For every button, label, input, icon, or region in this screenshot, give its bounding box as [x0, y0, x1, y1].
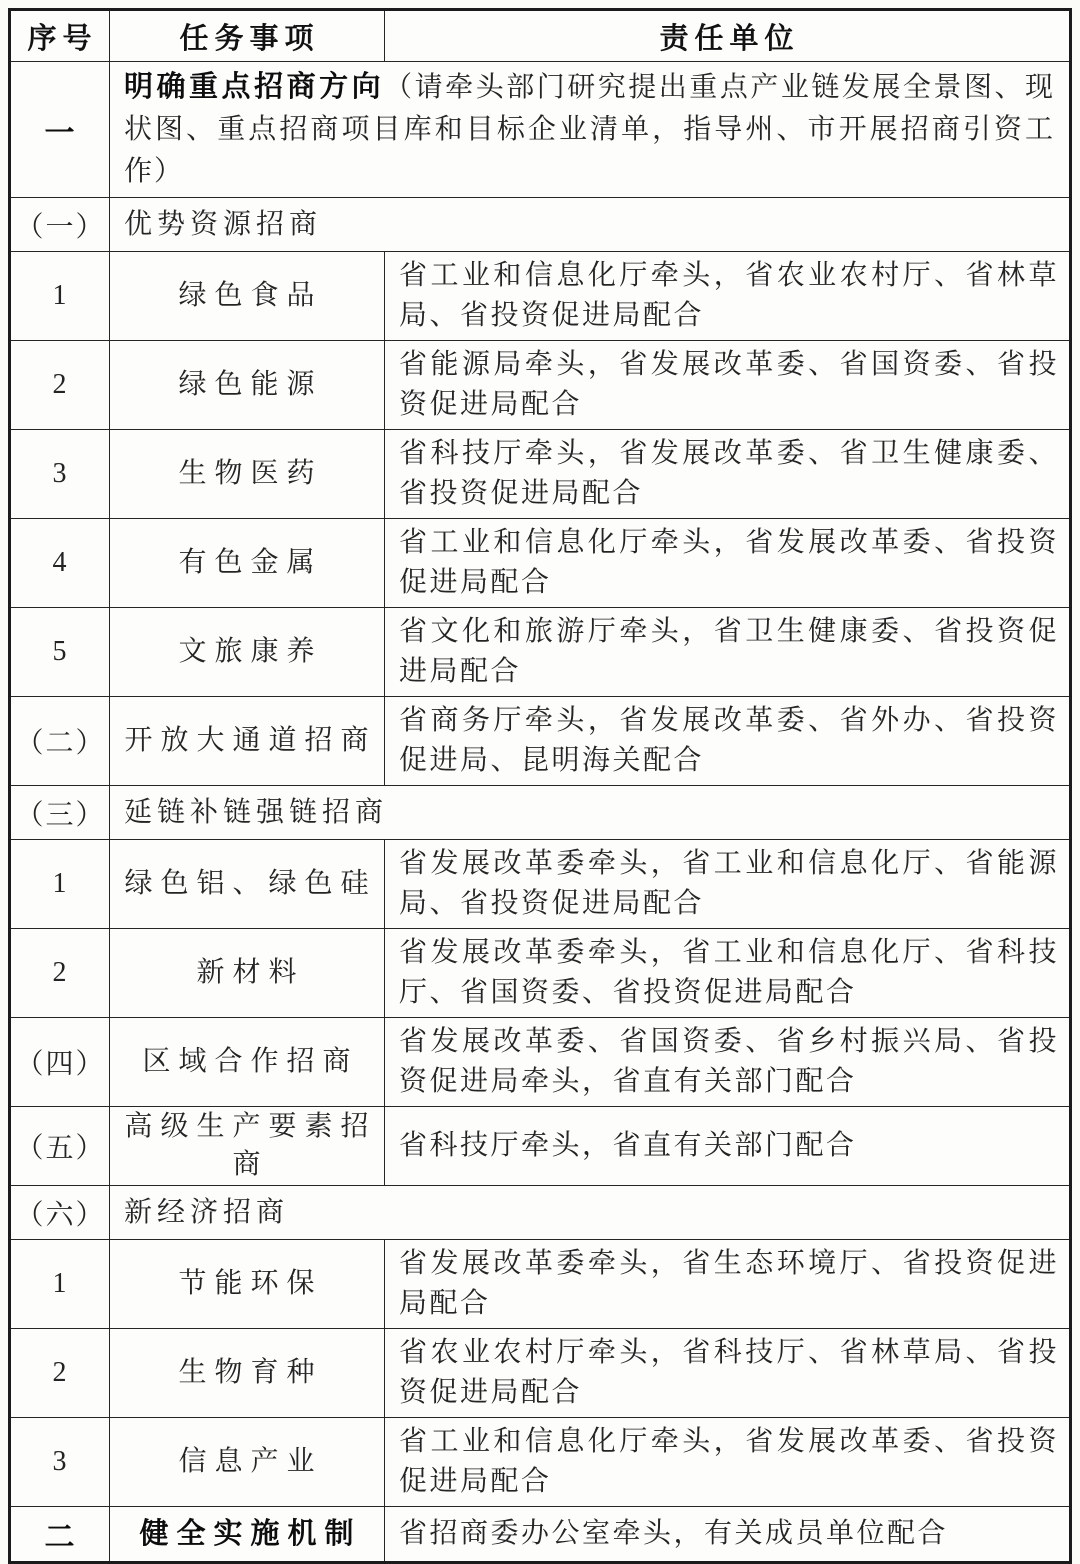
table-row — [10, 341, 1071, 430]
task-cell: 信息产业 — [110, 1418, 385, 1507]
task-assignment-table — [8, 8, 1072, 1564]
table-row-subsection — [10, 1018, 1071, 1107]
responsibility-cell: 省商务厅牵头，省发展改革委、省外办、省投资促进局、昆明海关配合 — [385, 697, 1071, 786]
responsibility-cell: 省招商委办公室牵头，有关成员单位配合 — [385, 1507, 1071, 1563]
responsibility-cell: 省工业和信息化厅牵头，省发展改革委、省投资促进局配合 — [385, 519, 1071, 608]
task-cell: 高级生产要素招商 — [110, 1107, 385, 1186]
task-cell: 生物育种 — [110, 1329, 385, 1418]
task-cell: 节能环保 — [110, 1240, 385, 1329]
responsibility-cell: 省能源局牵头，省发展改革委、省国资委、省投资促进局配合 — [385, 341, 1071, 430]
row-number-cell: 2 — [10, 341, 110, 430]
row-number-cell: （二） — [10, 697, 110, 786]
table-row-subsection — [10, 1107, 1071, 1186]
merged-task-cell: 延链补链强链招商 — [110, 786, 1071, 840]
task-cell: 新材料 — [110, 929, 385, 1018]
row-number-cell: 二 — [10, 1507, 110, 1563]
table-row — [10, 929, 1071, 1018]
merged-task-cell: 优势资源招商 — [110, 198, 1071, 252]
header-serial-number: 序号 — [10, 10, 110, 62]
responsibility-cell: 省工业和信息化厅牵头，省发展改革委、省投资促进局配合 — [385, 1418, 1071, 1507]
table-row-subsection — [10, 1186, 1071, 1240]
section-note: （请牵头部门研究提出重点产业链发展全景图、现状图、重点招商项目库和目标企业清单，指导州、市开展招商引资工作） — [124, 72, 1055, 187]
responsibility-cell: 省科技厅牵头，省发展改革委、省卫生健康委、省投资促进局配合 — [385, 430, 1071, 519]
merged-task-cell — [110, 62, 1071, 198]
header-row — [10, 10, 1071, 62]
task-cell: 健全实施机制 — [110, 1507, 385, 1563]
task-cell: 开放大通道招商 — [110, 697, 385, 786]
table-row — [10, 519, 1071, 608]
table-row-subsection — [10, 697, 1071, 786]
table-row — [10, 840, 1071, 929]
task-cell: 生物医药 — [110, 430, 385, 519]
table-row — [10, 252, 1071, 341]
responsibility-cell: 省发展改革委牵头，省工业和信息化厅、省科技厅、省国资委、省投资促进局配合 — [385, 929, 1071, 1018]
table-row — [10, 430, 1071, 519]
row-number-cell: 一 — [10, 62, 110, 198]
table-row — [10, 1240, 1071, 1329]
row-number-cell: 5 — [10, 608, 110, 697]
table-row — [10, 1418, 1071, 1507]
table-row — [10, 608, 1071, 697]
responsibility-cell: 省工业和信息化厅牵头，省农业农村厅、省林草局、省投资促进局配合 — [385, 252, 1071, 341]
responsibility-cell: 省农业农村厅牵头，省科技厅、省林草局、省投资促进局配合 — [385, 1329, 1071, 1418]
row-number-cell: （三） — [10, 786, 110, 840]
row-number-cell: （五） — [10, 1107, 110, 1186]
table-row-section-1 — [10, 62, 1071, 198]
header-task-item: 任务事项 — [110, 10, 385, 62]
responsibility-cell: 省文化和旅游厅牵头，省卫生健康委、省投资促进局配合 — [385, 608, 1071, 697]
task-cell: 文旅康养 — [110, 608, 385, 697]
task-cell: 绿色铝、绿色硅 — [110, 840, 385, 929]
task-cell: 有色金属 — [110, 519, 385, 608]
table-row-section-2 — [10, 1507, 1071, 1563]
task-cell: 绿色能源 — [110, 341, 385, 430]
row-number-cell: （一） — [10, 198, 110, 252]
responsibility-cell: 省发展改革委牵头，省生态环境厅、省投资促进局配合 — [385, 1240, 1071, 1329]
row-number-cell: 3 — [10, 430, 110, 519]
section-title: 明确重点招商方向 — [124, 71, 385, 103]
row-number-cell: 4 — [10, 519, 110, 608]
task-cell: 区域合作招商 — [110, 1018, 385, 1107]
responsibility-cell: 省发展改革委、省国资委、省乡村振兴局、省投资促进局牵头，省直有关部门配合 — [385, 1018, 1071, 1107]
row-number-cell: 1 — [10, 1240, 110, 1329]
table-row-subsection — [10, 198, 1071, 252]
merged-task-cell: 新经济招商 — [110, 1186, 1071, 1240]
row-number-cell: （六） — [10, 1186, 110, 1240]
row-number-cell: 1 — [10, 252, 110, 341]
responsibility-cell: 省科技厅牵头，省直有关部门配合 — [385, 1107, 1071, 1186]
row-number-cell: （四） — [10, 1018, 110, 1107]
row-number-cell: 1 — [10, 840, 110, 929]
row-number-cell: 2 — [10, 1329, 110, 1418]
row-number-cell: 3 — [10, 1418, 110, 1507]
row-number-cell: 2 — [10, 929, 110, 1018]
responsibility-cell: 省发展改革委牵头，省工业和信息化厅、省能源局、省投资促进局配合 — [385, 840, 1071, 929]
header-responsible-unit: 责任单位 — [385, 10, 1071, 62]
task-cell: 绿色食品 — [110, 252, 385, 341]
table-row-subsection — [10, 786, 1071, 840]
